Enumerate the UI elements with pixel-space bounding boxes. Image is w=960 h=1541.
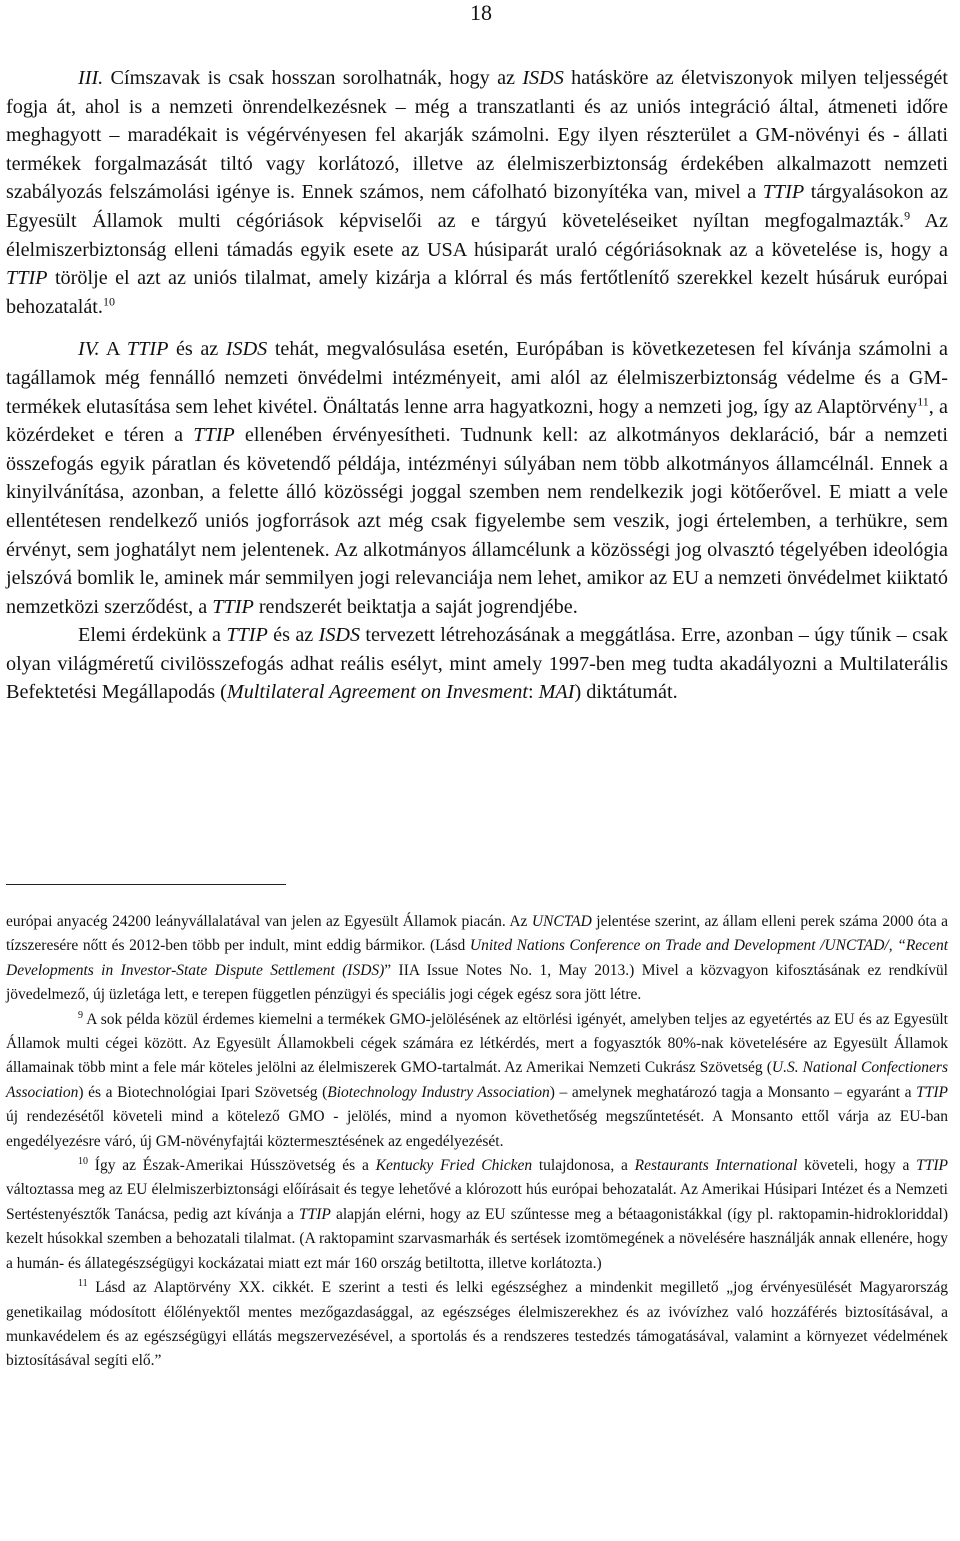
section-numeral: IV. (78, 338, 100, 361)
footnote-11: $^{11}$ Lásd az Alaptörvény XX. cikkét. E szerint a testi és lelki egészséghez a mindenkit megillető „jog érvényesülését Magyarország genetikailag módosított élőlényektől mentes mezőgazdasággal, az egészséges élelmiszerekhez és az ivóvízhez való hozzáférés biztosításával, a munkavédelem és az egészségügyi ellátás megszervezésével, a sportolás és a rendszeres testedzés támogatásával, valamint a környezet védelmének biztosításával segíti elő.” (6, 1277, 948, 1370)
section-numeral: III. (78, 67, 104, 89)
main-text (6, 64, 948, 707)
footnote-separator (6, 884, 286, 885)
footnote-ref: 11 (917, 393, 929, 408)
paragraph-iv: IV. A TTIP és az ISDS tehát, megvalósulása esetén, Európában is következetesen fel kívánja számolni a tagállamok még fennálló nemzeti önvédelmi intézményeit, ami alól az élelmiszerbiztonság védelme és a GM-termékek elutasítása sem lehet kivétel. Önáltatás lenne arra hagyatkozni, hogy a nemzeti jog, így az Alaptörvény$^{11}$, a közérdeket e téren a TTIP ellenében érvényesítheti. Tudnunk kell: az alkotmányos deklaráció, bár a nemzeti összefogás egyik páratlan és követendő példája, intézményi súlyában nem több alkotmányos államcélnál. Ennek a kinyilvánítása, azonban, a felette álló közösségi joggal szemben nem rendelkezik jogi kötőerővel. E miatt a vele ellentétesen rendelkező uniós jogforrások azt még csak figyelembe sem veszik, jogi értelemben, a terhükre, sem érvényt, sem joghatályt nem jelentenek. Az alkotmányos államcélunk a közösségi jog olvasztó tégelyében ideológia jelszóvá bomlik le, aminek már semmilyen jogi relevanciája nem lehet, amikor az EU a nemzeti önvédelmet kiiktató nemzetközi szerződést, a TTIP rendszerét beiktatja a saját jogrendjébe. (6, 338, 948, 618)
paragraph-iii: III. Címszavak is csak hosszan sorolhatnák, hogy az ISDS hatásköre az életviszonyok milyen teljességét fogja át, ahol is a nemzeti önrendelkezésnek – még a transzatlanti és az uniós integráció által, átmeneti időre meghagyott – maradékait is végérvényesen fel akarják számolni. Egy ilyen részterület a GM-növényi és - állati termékek forgalmazását tiltó vagy korlátozó, illetve az élelmiszerbiztonság érdekében alkalmazott nemzeti szabályozás felszámolási igénye is. Ennek számos, nem cáfolható bizonyítéka van, mivel a TTIP tárgyalásokon az Egyesült Államok multi cégóriások képviselői az e tárgyú követeléseiket nyíltan megfogalmazták.$^9$ Az élelmiszerbiztonság elleni támadás egyik esete az USA húsiparát uraló cégóriásoknak az a követelése is, hogy a TTIP törölje el azt az uniós tilalmat, amely kizárja a klórral és más fertőtlenítő szerekkel kezelt húsáruk európai behozatalát.$^{10}$ (6, 67, 948, 318)
footnote-ref: 9 (904, 208, 911, 223)
footnote-number: 11 (78, 1277, 88, 1289)
footnote-ref: 10 (102, 294, 115, 309)
footnote-number: 9 (78, 1009, 83, 1021)
footnote-number: 10 (78, 1155, 88, 1167)
footnotes (6, 910, 948, 1374)
footnote-9: $^9$ A sok példa közül érdemes kiemelni a termékek GMO-jelölésének az eltörlési igényét, amelyben teljes az egyetértés az EU és az Egyesült Államok multi cégei között. Az Egyesült Államokbeli cégek számára ez létkérdés, mert a fogyasztók 80%-nak követelésére az Egyesült Államok államainak több mint a fele már köteles jelölni az élelmiszerek GMO-tartalmát. Az Amerikai Nemzeti Cukrász Szövetség (U.S. National Confectioners Association) és a Biotechnológiai Ipari Szövetség (Biotechnology Industry Association) – amelynek meghatározó tagja a Monsanto – egyaránt a TTIP új rendezésétől követeli mind a kötelező GMO - jelölés, mind a nyomon követhetőség megszűntetését. A Monsanto ettől várja az EU-ban engedélyezésre váró, új GM-növényfajtái köztermesztésének az engedélyezését. (6, 1009, 948, 1150)
footnote-carryover: európai anyacég 24200 leányvállalatával van jelen az Egyesült Államok piacán. Az UNCTAD jelentése szerint, az állam elleni perek száma 2000 óta a tízszeresére nőtt és 2012-ben több per indult, mint eddig bármikor. (Lásd United Nations Conference on Trade and Development /UNCTAD/, “Recent Developments in Investor-State Dispute Settlement (ISDS)” IIA Issue Notes No. 1, May 2013.) Mivel a közvagyon kifosztásának ez rendkívül jövedelmező, új üzletága lett, e terepen független pénzügyi és speciális jogi cégek egész sora jött létre. (6, 913, 948, 1004)
page-number: 18 (470, 0, 492, 25)
footnote-10: $^{10}$ Így az Észak-Amerikai Hússzövetség és a Kentucky Fried Chicken tulajdonosa, a Restaurants International követeli, hogy a TTIP változtassa meg az EU élelmiszerbiztonsági előírásait és tegye lehetővé a klórozott hús európai behozatalát. Az Amerikai Húsipari Intézet és a Nemzeti Sertéstenyésztők Tanácsa, pedig azt kívánja a TTIP alapján elérni, hogy az EU szűntesse meg a bétaagonistákkal (így pl. raktopamin-hidrokloriddal) kezelt húsokkal szemben a behozatali tilalmat. (A raktopamint szarvasmarhák és sertések izomtömegének a növelésére használják annak ellenére, hogy a humán- és állategészségügyi kockázatai miatt ezt már 160 ország betiltotta, illetve korlátozta.) (6, 1155, 949, 1272)
paragraph-final: Elemi érdekünk a TTIP és az ISDS tervezett létrehozásának a meggátlása. Erre, azonban – úgy tűnik – csak olyan világméretű civilösszefogás adhat reális esélyt, mint amely 1997-ben meg tudta akadályozni a Multilaterális Befektetési Megállapodás (Multilateral Agreement on Invesment: MAI) diktátumát. (6, 624, 948, 704)
